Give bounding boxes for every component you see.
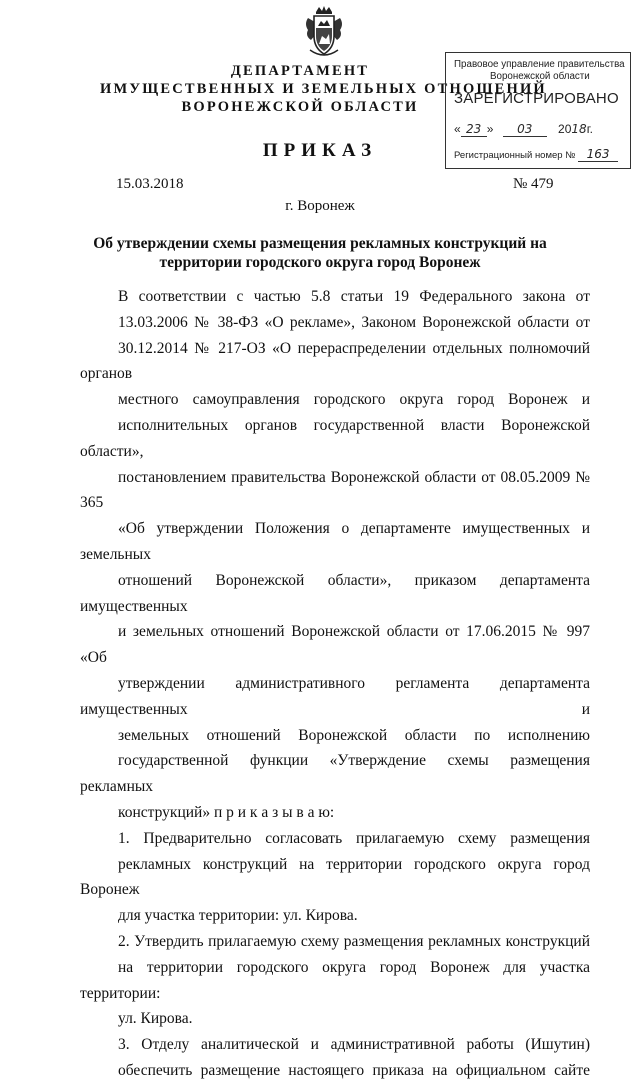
stamp-status: ЗАРЕГИСТРИРОВАНО (454, 90, 619, 107)
body-line: 2. Утвердить прилагаемую схему размещения рекламных конструкций (118, 932, 590, 950)
body-line: обеспечить размещение настоящего приказа на официальном сайте (118, 1061, 590, 1079)
body-line: 3. Отделу аналитической и административной работы (Ишутин) (118, 1036, 590, 1054)
department-name-line-2: ИМУЩЕСТВЕННЫХ И ЗЕМЕЛЬНЫХ ОТНОШЕНИЙ (100, 81, 547, 97)
body-line: 30.12.2014 № 217-ОЗ «О перераспределении отдельных полномочий органов (80, 339, 590, 383)
department-name-line-3: ВОРОНЕЖСКОЙ ОБЛАСТИ (181, 99, 419, 115)
stamp-year-hand: 18 (571, 122, 587, 136)
body-line: рекламных конструкций на территории городского округа город Воронеж (80, 855, 590, 899)
body-line: утверждении административного регламента департамента имущественных и (80, 674, 590, 718)
body-line: 13.03.2006 № 38-ФЗ «О рекламе», Законом Воронежской области от (118, 313, 590, 331)
stamp-line-1: Правовое управление правительства (454, 59, 625, 70)
stamp-month: 03 (503, 122, 547, 137)
body-line: отношений Воронежской области», приказом департамента имущественных (80, 571, 590, 615)
body-line: конструкций» п р и к а з ы в а ю: (118, 803, 335, 821)
body-line: 1. Предварительно согласовать прилагаемую схему размещения (118, 829, 590, 847)
body-line: для участка территории: ул. Кирова. (118, 907, 358, 925)
stamp-year-suffix: г. (586, 122, 593, 136)
order-city: г. Воронеж (285, 198, 355, 214)
paragraph-item-3 (80, 1032, 590, 1084)
body-line: государственной функции «Утверждение схемы размещения рекламных (80, 752, 590, 796)
coat-of-arms-emblem (302, 6, 346, 60)
body-line: и земельных отношений Воронежской области от 17.06.2015 № 997 «Об (80, 623, 590, 667)
registration-stamp (445, 52, 631, 169)
stamp-registration (454, 147, 618, 162)
paragraph-item-1 (80, 826, 590, 929)
body-line: исполнительных органов государственной власти Воронежской области», (80, 416, 590, 460)
order-heading (60, 234, 580, 272)
heading-line-1: Об утверждении схемы размещения рекламных конструкций на (93, 235, 547, 252)
stamp-year-prefix: 20 (558, 122, 572, 136)
body-line: В соответствии с частью 5.8 статьи 19 Федерального закона от (118, 288, 590, 305)
heading-line-2: территории городского округа город Воронеж (159, 254, 481, 271)
body-line: ул. Кирова. (118, 1010, 193, 1028)
order-date: 15.03.2018 (116, 176, 184, 192)
stamp-reg-label: Регистрационный номер № (454, 150, 576, 161)
department-name-line-1: ДЕПАРТАМЕНТ (230, 63, 370, 79)
body-line: «Об утверждении Положения о департаменте имущественных и земельных (80, 520, 590, 563)
body-line: на территории городского округа город Воронеж для участка территории: (80, 958, 590, 1002)
body-line: постановлением правительства Воронежской области от 08.05.2009 № 365 (80, 468, 590, 512)
body-line: земельных отношений Воронежской области по исполнению (118, 726, 590, 744)
paragraph-preamble (80, 284, 590, 826)
body-line: местного самоуправления городского округа город Воронеж и (118, 391, 590, 409)
stamp-day: 23 (461, 122, 487, 137)
stamp-line-2: Воронежской области (490, 71, 590, 82)
order-number: № 479 (513, 176, 554, 192)
paragraph-item-2 (80, 929, 590, 1032)
order-title: ПРИКАЗ (262, 140, 378, 161)
order-body (80, 284, 590, 1084)
stamp-reg-number: 163 (578, 147, 618, 162)
stamp-date: « 23 » 03 2018г. (454, 122, 593, 136)
